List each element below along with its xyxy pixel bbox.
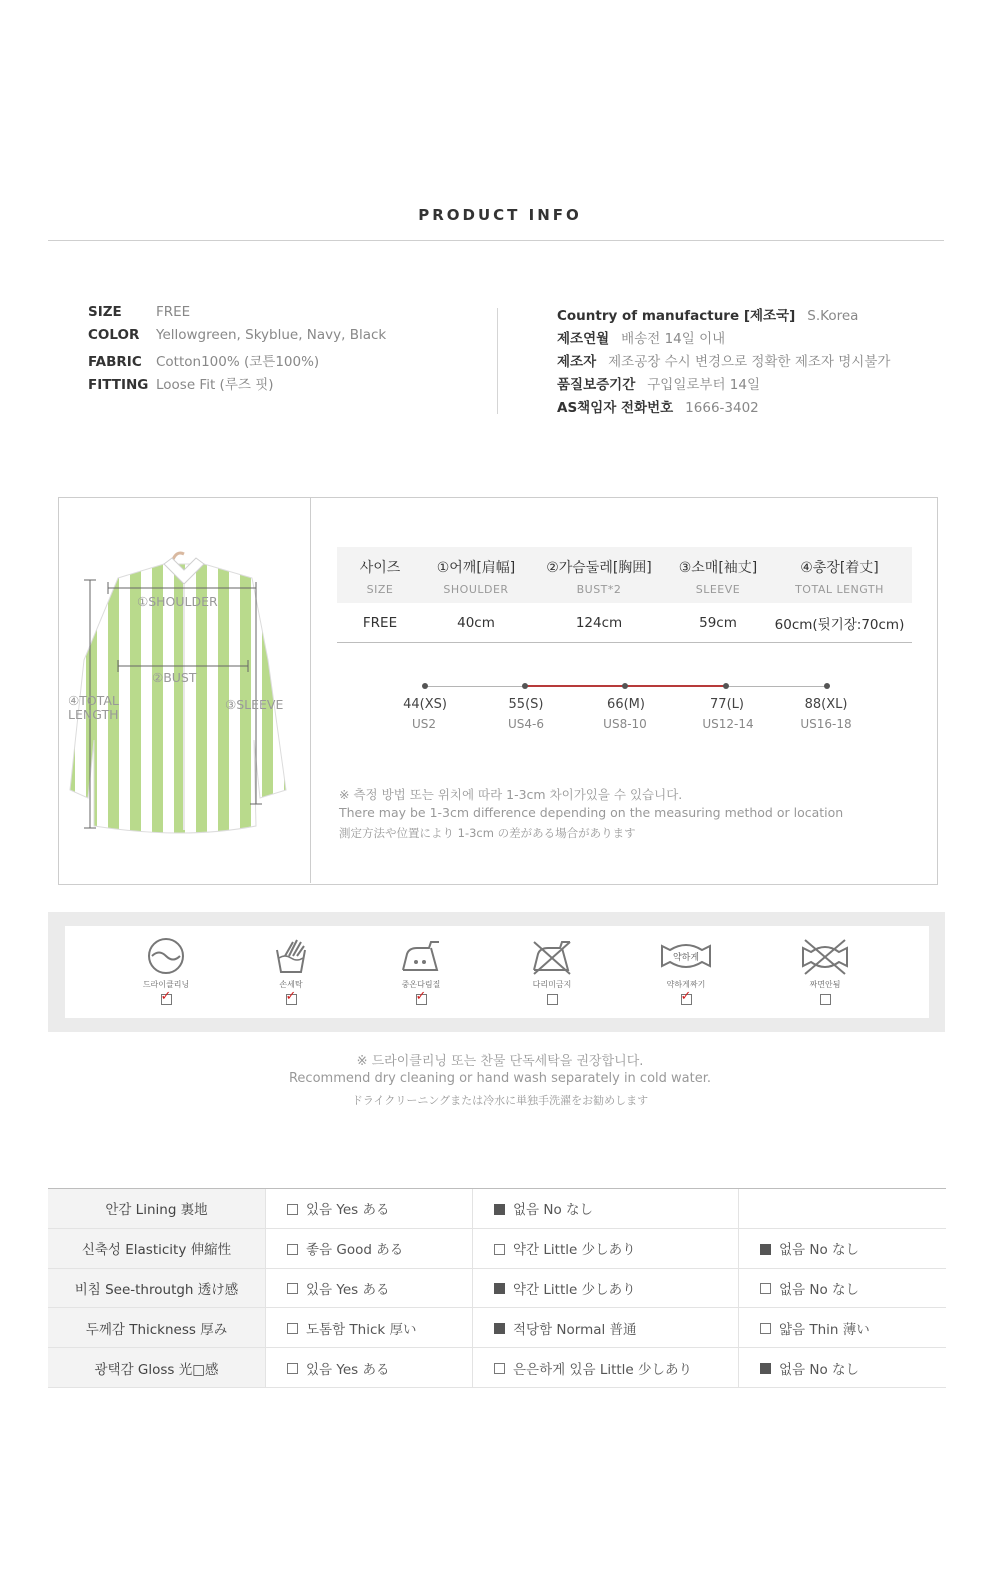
table-row: [48, 1268, 946, 1308]
property-option: [739, 1268, 947, 1308]
size-scale-dot: [522, 683, 528, 689]
option-text: 약간 Little 少しあり: [513, 1281, 636, 1298]
property-table: [48, 1188, 946, 1388]
option-text: 없음 No なし: [779, 1361, 860, 1378]
checkbox-checked: [760, 1363, 771, 1374]
info-key: SIZE: [88, 304, 122, 320]
dry-clean-icon: [146, 936, 186, 976]
property-label: 안감 Lining 裏地: [48, 1189, 266, 1229]
info-key: 제조자: [557, 354, 597, 370]
option-text: 얇음 Thin 薄い: [779, 1321, 870, 1338]
hand-wash-icon: [271, 936, 311, 976]
care-label: 다리미금지: [532, 980, 572, 989]
option-text: 있음 Yes ある: [306, 1202, 390, 1219]
size-scale-dot: [422, 683, 428, 689]
property-label: 두께감 Thickness 厚み: [48, 1308, 266, 1348]
property-option: [739, 1348, 947, 1388]
care-label: 짜면안됨: [809, 980, 841, 989]
size-scale-us: US12-14: [702, 717, 754, 731]
check-icon: ✓: [160, 989, 172, 1004]
property-label: 비침 See-throutgh 透け感: [48, 1268, 266, 1308]
property-label: 신축성 Elasticity 伸縮性: [48, 1228, 266, 1268]
table-cell: 124cm: [529, 603, 669, 643]
option-text: 없음 No なし: [779, 1281, 860, 1298]
property-option: [266, 1228, 473, 1268]
care-note-ja: ドライクリーニングまたは冷水に単独手洗濯をお勧めします: [351, 1094, 649, 1107]
property-option-empty: [739, 1189, 947, 1229]
property-option: [473, 1189, 739, 1229]
care-item-dry-clean: [126, 936, 206, 1005]
option-text: 약간 Little 少しあり: [513, 1242, 636, 1259]
info-key: COLOR: [88, 327, 140, 343]
option-text: 은은하게 있음 Little 少しあり: [513, 1361, 693, 1378]
garment-illustration: [64, 540, 300, 840]
measure-note-ja: 測定方法や位置により 1-3cm の差がある場合があります: [339, 826, 636, 840]
size-scale-us: US16-18: [800, 717, 852, 731]
checkbox-checked: [494, 1283, 505, 1294]
table-row: [48, 1189, 946, 1229]
care-item-no-wring: [785, 936, 865, 1005]
size-scale-us: US2: [411, 717, 437, 731]
info-value: Loose Fit (루즈 핏): [156, 377, 274, 393]
info-value: FREE: [156, 304, 191, 320]
table-row: [337, 603, 912, 643]
property-option: [266, 1308, 473, 1348]
size-scale-label: 77(L): [710, 697, 744, 712]
table-cell: FREE: [337, 603, 423, 643]
info-row-fitting: [88, 373, 386, 396]
total-length-label: [68, 694, 119, 722]
property-option: [266, 1189, 473, 1229]
checkbox-unchecked: [287, 1323, 298, 1334]
sleeve-label: ③SLEEVE: [225, 697, 284, 712]
size-scale-dot: [622, 683, 628, 689]
option-text: 도톰함 Thick 厚い: [306, 1321, 417, 1338]
info-key: FABRIC: [88, 354, 142, 370]
total-length-label-line2: LENGTH: [68, 707, 119, 722]
wring-gently-icon: [658, 936, 714, 976]
page-title: PRODUCT INFO: [418, 206, 582, 224]
table-cell: 60cm(뒷기장:70cm): [767, 603, 912, 643]
no-iron-icon: [530, 936, 574, 976]
info-key: 제조연월: [557, 331, 610, 347]
size-scale-dot: [723, 683, 729, 689]
info-key: AS책임자 전화번호: [557, 400, 674, 416]
table-row: [48, 1228, 946, 1268]
info-row-fabric: [88, 350, 386, 373]
size-scale-us: US8-10: [603, 717, 647, 731]
info-value: Cotton100% (코튼100%): [156, 354, 320, 370]
sleeve-header: ③소매[袖丈]: [669, 547, 767, 580]
care-checkbox: [160, 989, 172, 1005]
size-scale-label: 88(XL): [804, 697, 848, 712]
care-checkbox: [820, 994, 831, 1005]
checkbox-unchecked: [494, 1363, 505, 1374]
checkbox-unchecked: [760, 1323, 771, 1334]
property-option: [739, 1228, 947, 1268]
info-key: Country of manufacture [제조국]: [557, 308, 796, 324]
total-length-header: ④총장[着丈]: [767, 547, 912, 580]
property-option: [266, 1348, 473, 1388]
care-label: 중온다림질: [401, 980, 441, 989]
option-text: 없음 No なし: [513, 1202, 594, 1219]
care-item-hand-wash: [251, 936, 331, 1005]
table-cell: 40cm: [423, 603, 529, 643]
info-left: [88, 304, 386, 396]
checkbox-unchecked: [494, 1244, 505, 1255]
info-value: S.Korea: [807, 308, 859, 324]
property-option: [473, 1268, 739, 1308]
info-value: Yellowgreen, Skyblue, Navy, Black: [156, 327, 387, 343]
size-scale-dot: [824, 683, 830, 689]
checkbox-unchecked: [760, 1283, 771, 1294]
checkbox-checked: [494, 1323, 505, 1334]
measure-note-ko: ※ 측정 방법 또는 위치에 따라 1-3cm 차이가있을 수 있습니다.: [339, 787, 683, 802]
no-wring-icon: [799, 936, 851, 976]
wring-gently-icon-text: 약하게: [672, 953, 700, 963]
property-option: [473, 1308, 739, 1348]
shoulder-header: ①어깨[肩幅]: [423, 547, 529, 580]
option-text: 없음 No なし: [779, 1242, 860, 1259]
size-scale-label: 66(M): [607, 697, 645, 712]
care-label: 약하게짜기: [666, 980, 706, 989]
checkbox-checked: [760, 1244, 771, 1255]
checkbox-unchecked: [287, 1363, 298, 1374]
care-checkbox: [547, 994, 558, 1005]
info-row-color: [88, 327, 386, 350]
title-divider: [48, 240, 944, 241]
checkbox-unchecked: [287, 1283, 298, 1294]
total-length-label-line1: ④TOTAL: [68, 693, 119, 708]
checkbox-unchecked: [287, 1244, 298, 1255]
care-checkbox: [285, 989, 297, 1005]
size-header: 사이즈: [337, 547, 423, 580]
info-row-size: [88, 304, 386, 327]
check-icon: ✓: [680, 989, 692, 1004]
size-box-divider: [310, 498, 311, 883]
sleeve-subheader: SLEEVE: [669, 580, 767, 603]
care-checkbox: [680, 989, 692, 1005]
table-cell: 59cm: [669, 603, 767, 643]
bust-label: ②BUST: [152, 670, 197, 685]
info-value: 제조공장 수시 변경으로 정확한 제조자 명시불가: [608, 354, 891, 370]
size-table: [337, 547, 912, 643]
info-row-maker: [557, 350, 890, 373]
checkbox-checked: [494, 1204, 505, 1215]
size-scale-label: 44(XS): [403, 697, 447, 712]
table-row: [48, 1308, 946, 1348]
info-row-warranty: [557, 373, 890, 396]
info-key: 품질보증기간: [557, 377, 636, 393]
care-note-ko: ※ 드라이클리닝 또는 찬물 단독세탁을 권장합니다.: [356, 1054, 644, 1069]
info-value: 구입일로부터 14일: [647, 377, 761, 393]
info-divider: [497, 308, 498, 414]
size-scale-label: 55(S): [508, 697, 544, 712]
info-row-date: [557, 327, 890, 350]
info-row-as-phone: [557, 396, 890, 419]
care-item-iron: [381, 936, 461, 1005]
option-text: 있음 Yes ある: [306, 1281, 390, 1298]
property-option: [473, 1228, 739, 1268]
care-item-wring-gently: [646, 936, 726, 1005]
property-label: 광택감 Gloss 光□感: [48, 1348, 266, 1388]
shoulder-subheader: SHOULDER: [423, 580, 529, 603]
info-key: FITTING: [88, 377, 149, 393]
total-length-subheader: TOTAL LENGTH: [767, 580, 912, 603]
shoulder-label: ①SHOULDER: [137, 594, 218, 609]
size-subheader: SIZE: [337, 580, 423, 603]
care-label: 손세탁: [279, 980, 303, 989]
care-note-en: Recommend dry cleaning or hand wash separately in cold water.: [288, 1071, 711, 1086]
option-text: 있음 Yes ある: [306, 1361, 390, 1378]
check-icon: ✓: [285, 989, 297, 1004]
bust-header: ②가슴둘레[胸囲]: [529, 547, 669, 580]
check-icon: ✓: [415, 989, 427, 1004]
property-option: [266, 1268, 473, 1308]
care-item-no-iron: [512, 936, 592, 1005]
info-value: 배송전 14일 이내: [621, 331, 726, 347]
checkbox-unchecked: [287, 1204, 298, 1215]
care-label: 드라이클리닝: [142, 980, 190, 989]
property-option: [739, 1308, 947, 1348]
info-row-country: [557, 304, 890, 327]
property-option: [473, 1348, 739, 1388]
iron-medium-icon: [399, 936, 443, 976]
care-checkbox: [415, 989, 427, 1005]
info-value: 1666-3402: [685, 400, 759, 416]
info-right: [557, 304, 890, 419]
bust-subheader: BUST*2: [529, 580, 669, 603]
option-text: 적당함 Normal 普通: [513, 1321, 637, 1338]
measure-note-en: There may be 1-3cm difference depending on the measuring method or location: [339, 805, 844, 820]
size-scale-us: US4-6: [508, 717, 544, 731]
shirt-image: [64, 540, 300, 840]
option-text: 좋음 Good ある: [306, 1242, 404, 1259]
table-row: [48, 1348, 946, 1388]
